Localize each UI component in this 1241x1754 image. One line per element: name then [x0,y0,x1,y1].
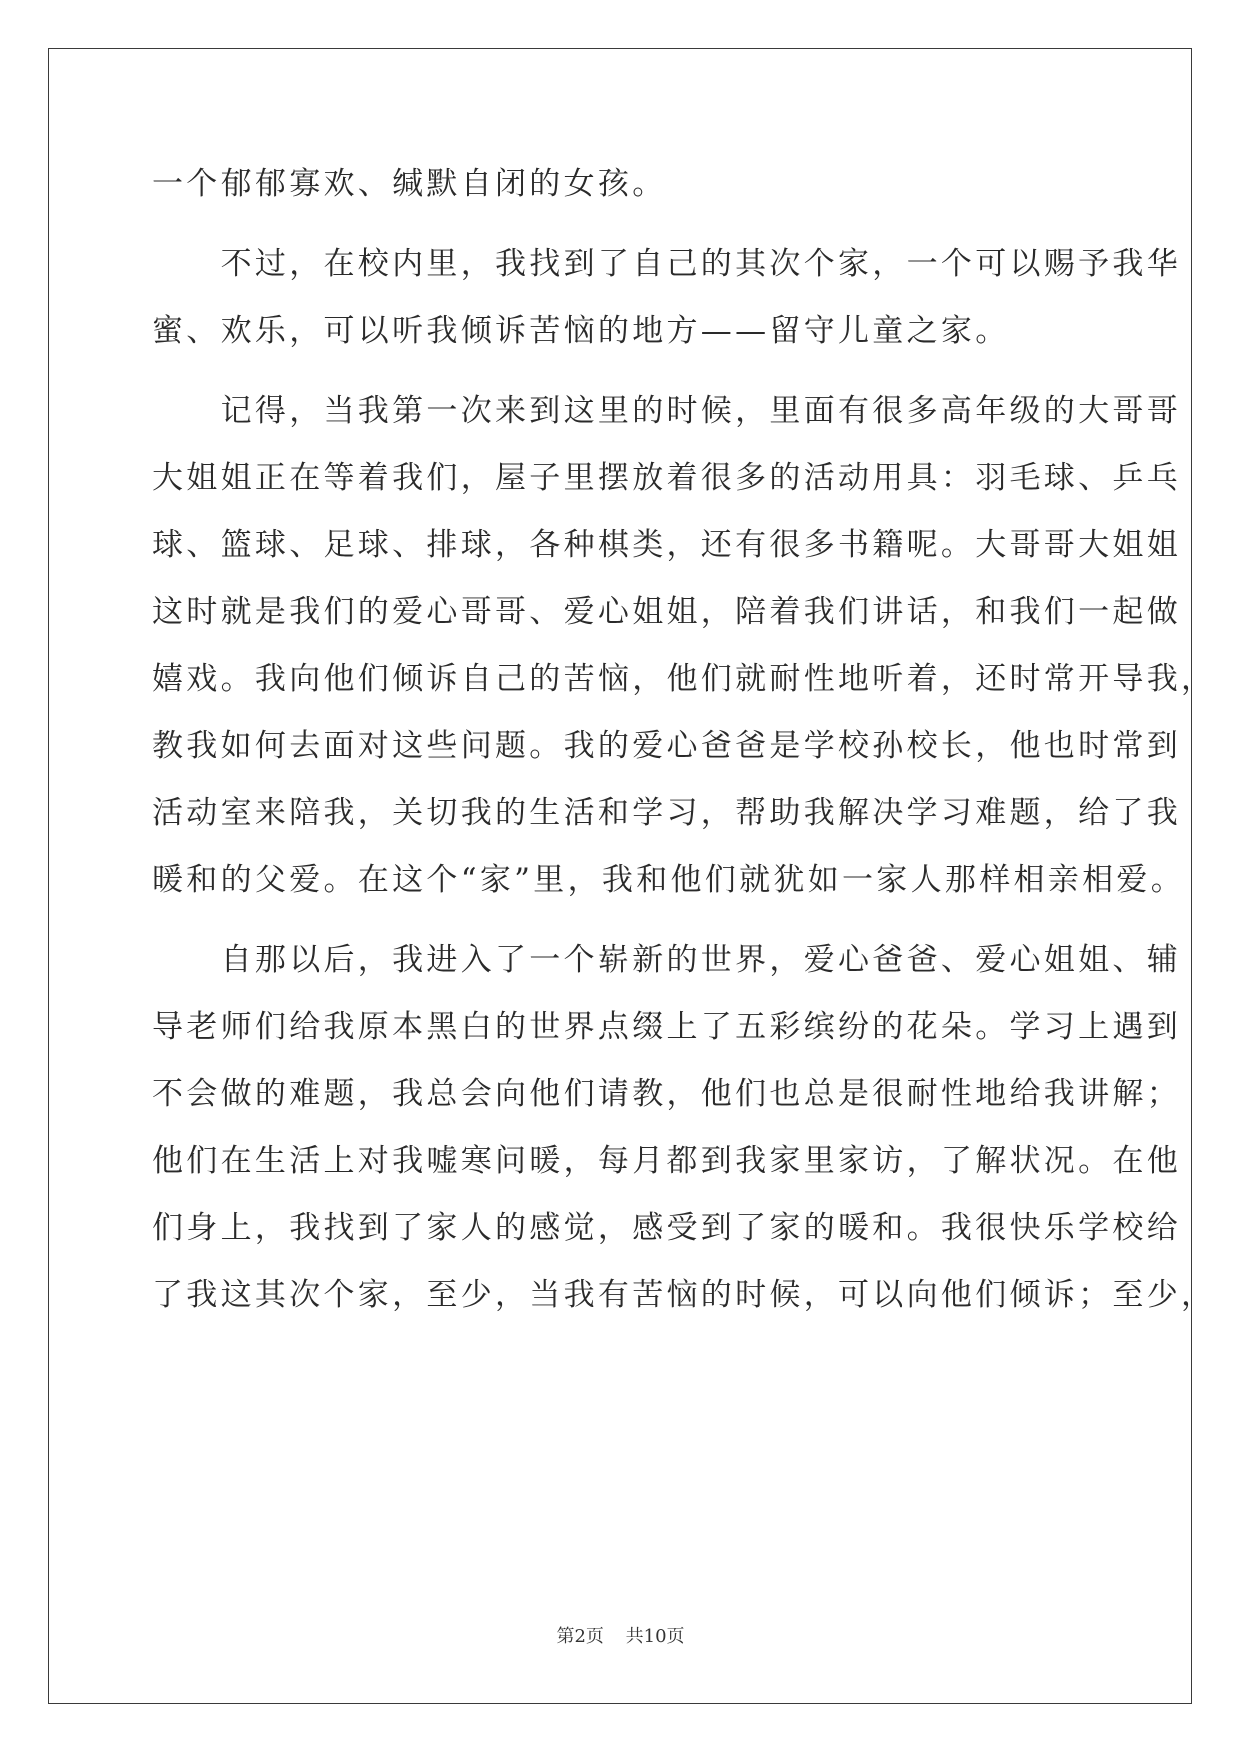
text-line: 他们在生活上对我嘘寒问暖，每月都到我家里家访，了解状况。在他 [152,1143,1181,1179]
page-total: 共10页 [625,1626,685,1647]
text-line: 们身上，我找到了家人的感觉，感受到了家的暖和。我很快乐学校给 [152,1210,1181,1246]
text-line: 不会做的难题，我总会向他们请教，他们也总是很耐性地给我讲解； [152,1076,1181,1112]
text-line: 蜜、欢乐，可以听我倾诉苦恼的地方——留守儿童之家。 [152,313,1010,349]
text-line: 暖和的父爱。在这个“家”里，我和他们就犹如一家人那样相亲相爱。 [152,862,1185,898]
text-line: 这时就是我们的爱心哥哥、爱心姐姐，陪着我们讲话，和我们一起做 [152,594,1181,630]
text-line: 记得，当我第一次来到这里的时候，里面有很多高年级的大哥哥 [152,393,1181,429]
text-line: 教我如何去面对这些问题。我的爱心爸爸是学校孙校长，他也时常到 [152,728,1181,764]
page-number: 第2页 [556,1626,604,1647]
text-line: 不过，在校内里，我找到了自己的其次个家，一个可以赐予我华 [152,246,1181,282]
text-line: 活动室来陪我，关切我的生活和学习，帮助我解决学习难题，给了我 [152,795,1181,831]
text-line: 自那以后，我进入了一个崭新的世界，爱心爸爸、爱心姐姐、辅 [152,942,1181,978]
text-line: 大姐姐正在等着我们，屋子里摆放着很多的活动用具：羽毛球、乒乓 [152,460,1181,496]
text-line: 嬉戏。我向他们倾诉自己的苦恼，他们就耐性地听着，还时常开导我， [152,661,1216,697]
page-footer [0,1622,1241,1648]
text-line: 导老师们给我原本黑白的世界点缀上了五彩缤纷的花朵。学习上遇到 [152,1009,1181,1045]
text-line: 了我这其次个家，至少，当我有苦恼的时候，可以向他们倾诉；至少， [152,1277,1216,1313]
text-line: 一个郁郁寡欢、缄默自闭的女孩。 [152,166,667,202]
text-line: 球、篮球、足球、排球，各种棋类，还有很多书籍呢。大哥哥大姐姐 [152,527,1181,563]
